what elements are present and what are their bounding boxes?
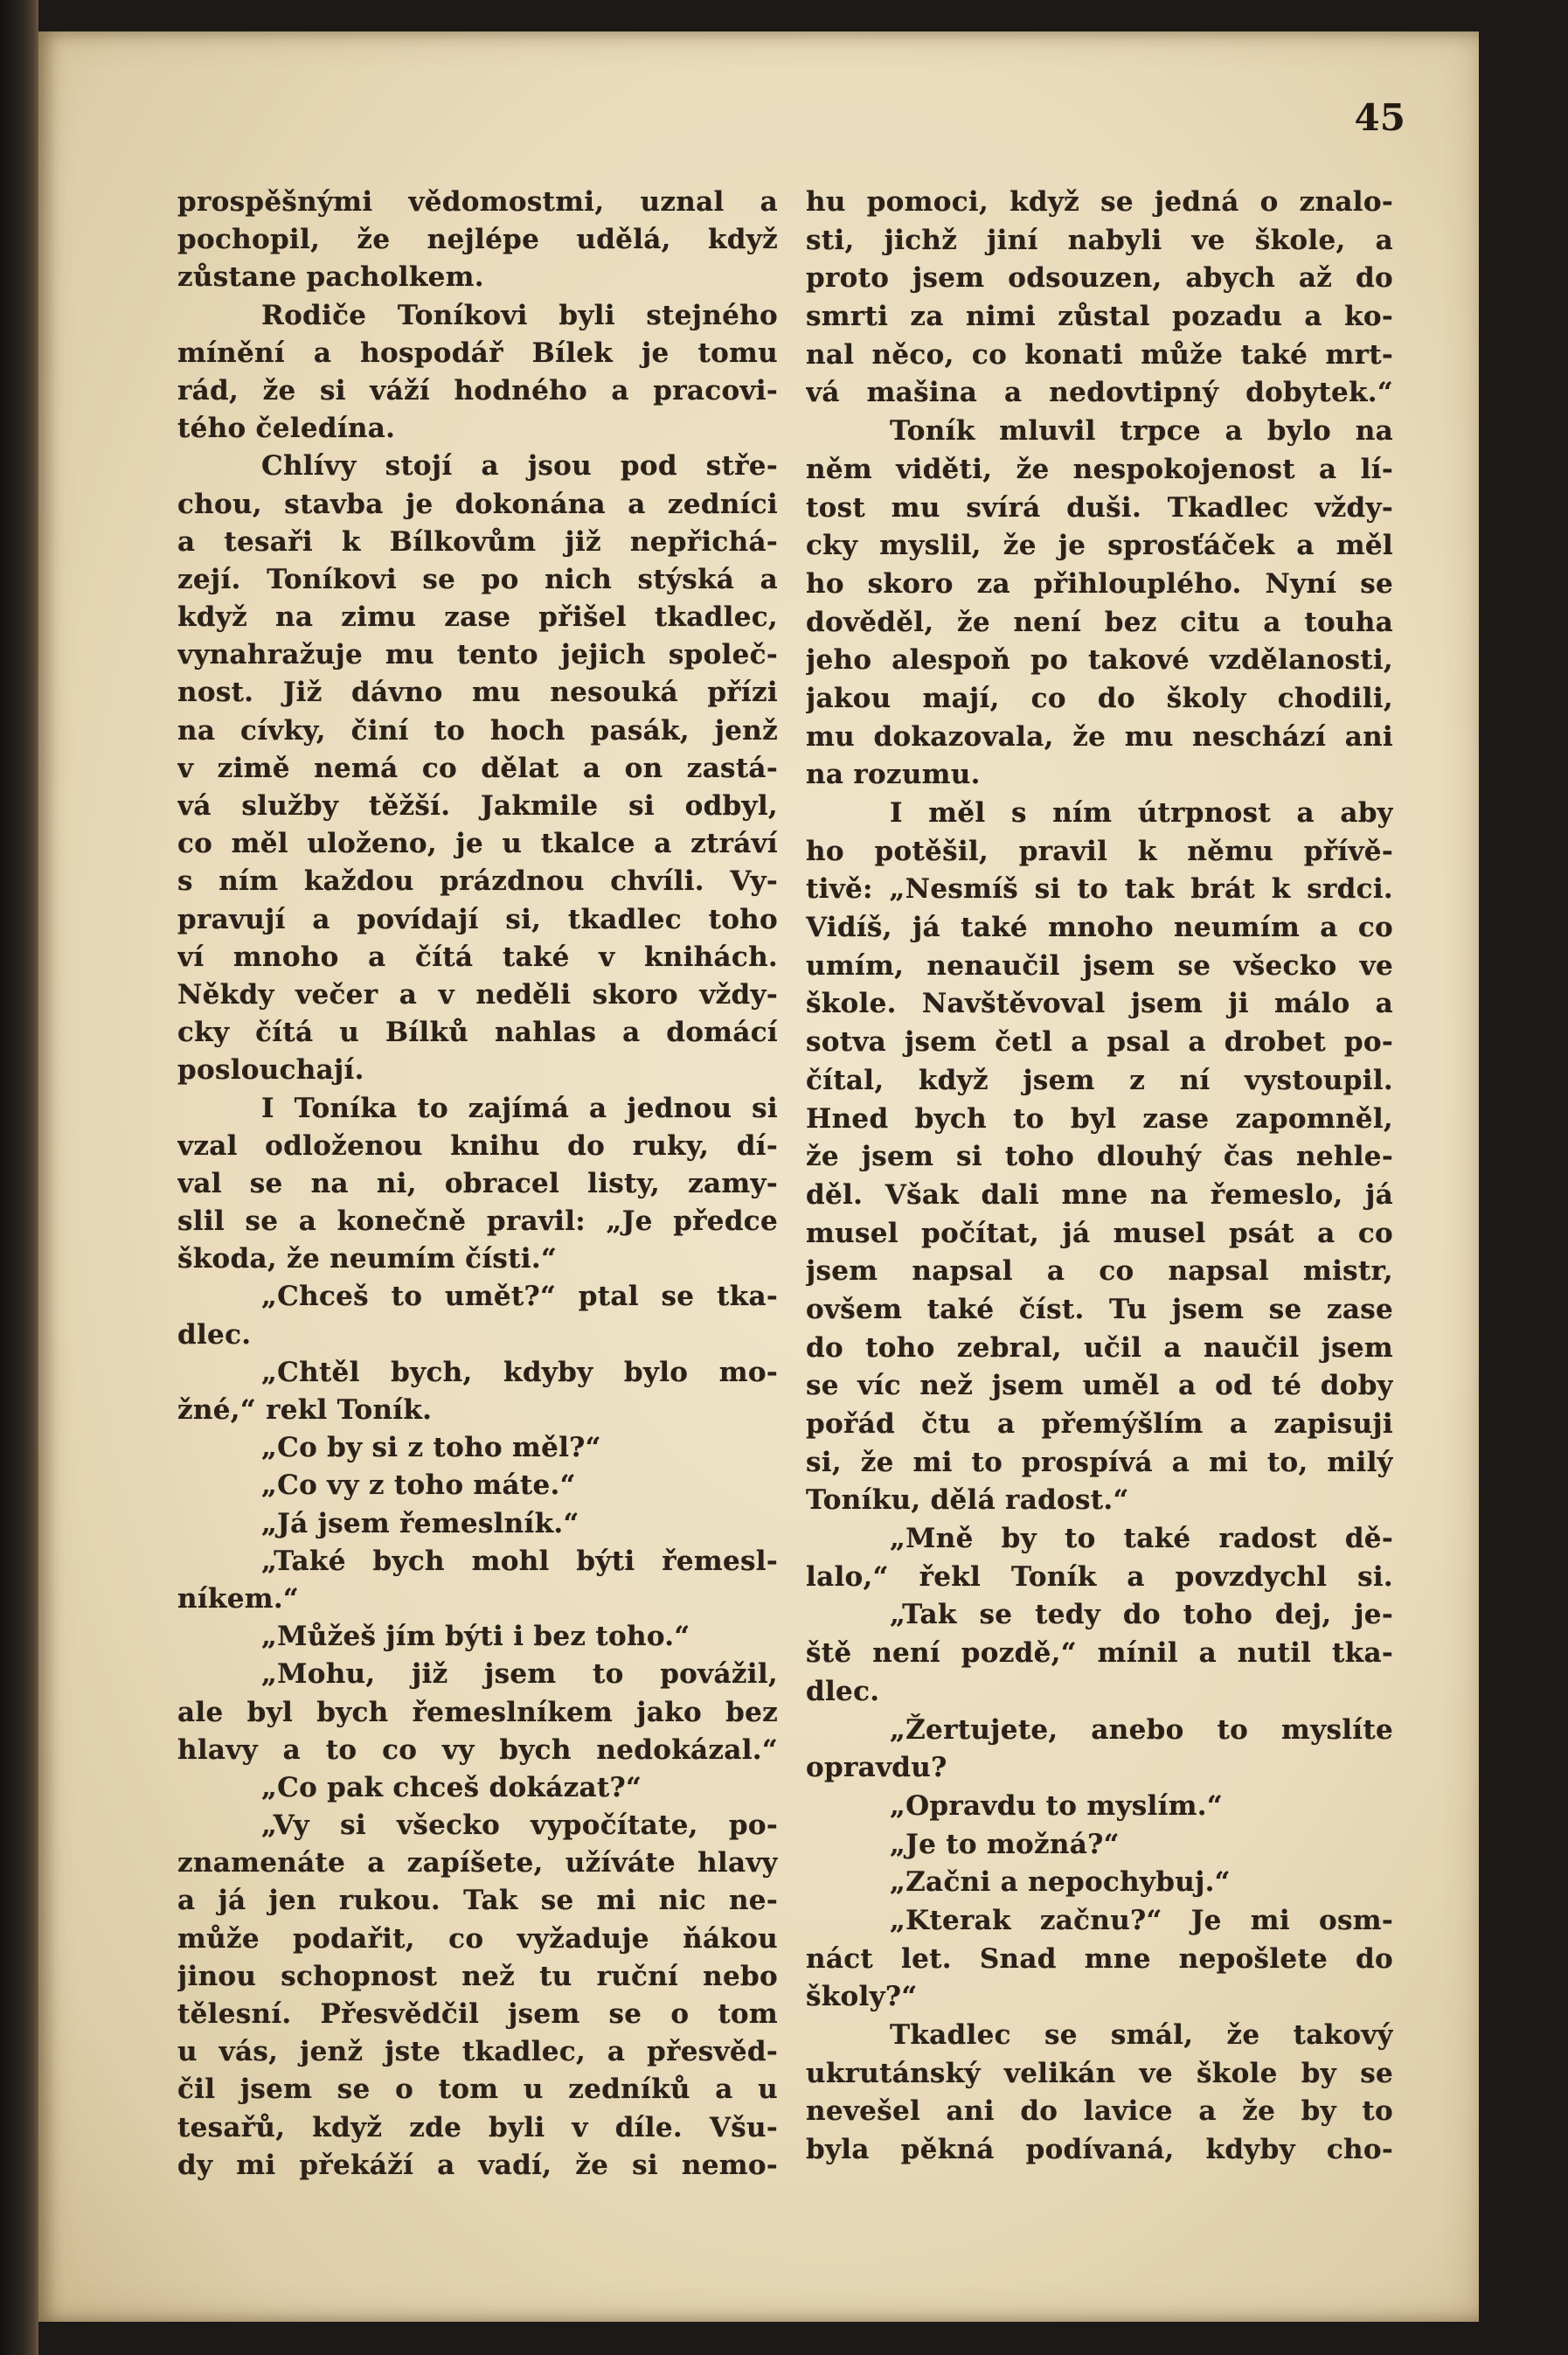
paragraph [177,1769,778,1807]
text-line: „Můžeš jím býti i bez toho.“ [261,1621,690,1653]
text-line: tělesní. Přesvědčil jsem se o tom [177,1998,778,2030]
paragraph [177,1467,778,1504]
text-line: níkem.“ [177,1582,300,1615]
text-line: čil jsem se o tom u zedníků a u [177,2074,778,2106]
text-line: dlec. [177,1318,252,1351]
text-line: s ním každou prázdnou chvíli. Vy- [177,865,778,898]
text-line: tesařů, když zde byli v díle. Všu- [177,2111,778,2143]
text-line: čítal, když jsem z ní vystoupil. [806,1064,1393,1096]
text-line: „Kterak začnu?“ Je mi osm- [890,1904,1393,1936]
text-line: vynahražuje mu tento jejich společ- [177,639,778,671]
text-line: proto jsem odsouzen, abych až do [806,262,1393,295]
text-line: do toho zebral, učil a naučil jsem [806,1331,1393,1364]
text-line: na cívky, činí to hoch pasák, jenž [177,714,778,747]
left-text-column [177,184,778,2185]
text-line: lalo,“ řekl Toník a povzdychl si. [806,1560,1393,1593]
text-line: nal něco, co konati může také mrt- [806,338,1393,371]
text-line: žné,“ rekl Toník. [177,1394,433,1426]
paragraph [177,1429,778,1467]
text-line: umím, nenaučil jsem se všecko ve [806,949,1393,982]
text-line: „Chtěl bych, kdyby bylo mo- [261,1356,778,1388]
paragraph [177,1090,778,1279]
text-line: dy mi překáží a vadí, že si nemo- [177,2149,778,2181]
text-line: Vidíš, já také mnoho neumím a co [806,912,1393,944]
text-line: ale byl bych řemeslníkem jako bez [177,1696,778,1728]
paragraph [177,1354,778,1429]
text-line: co měl uloženo, je u tkalce a ztráví [177,828,778,860]
text-line: „Co by si z toho měl?“ [261,1432,601,1464]
text-line: sti, jichž jiní nabyli ve škole, a [806,224,1393,256]
text-line: „Je to možná?“ [890,1828,1120,1860]
paragraph [806,1596,1393,1711]
text-line: ukrutánský velikán ve škole by se [806,2057,1393,2089]
text-line: pořád čtu a přemýšlím a zapisuji [806,1408,1393,1440]
text-line: jakou mají, co do školy chodili, [806,682,1393,714]
text-line: chou, stavba je dokonána a zedníci [177,488,778,520]
paragraph [806,1864,1393,1902]
text-line: sotva jsem četl a psal a drobet po- [806,1026,1393,1059]
text-line: „Žertujete, anebo to myslíte [890,1713,1393,1746]
text-line: školy?“ [806,1981,918,2013]
text-line: „Já jsem řemeslník.“ [261,1507,579,1539]
text-line: „Začni a nepochybuj.“ [890,1866,1231,1899]
text-line: na rozumu. [806,759,981,791]
text-line: I Toníka to zajímá a jednou si [261,1092,778,1124]
text-line: může podařit, co vyžaduje ňákou [177,1922,778,1955]
text-line: pochopil, že nejlépe udělá, když [177,224,778,256]
text-line: děl. Však dali mne na řemeslo, já [806,1178,1393,1211]
text-line: vá služby těžší. Jakmile si odbyl, [177,790,778,822]
text-line: něm viděti, že nespokojenost a lí- [806,453,1393,485]
text-line: „Mně by to také radost dě- [890,1523,1393,1555]
text-line: Toník mluvil trpce a bylo na [890,415,1393,448]
text-line: v zimě nemá co dělat a on zastá- [177,752,778,784]
text-line: škoda, že neumím čísti.“ [177,1243,558,1275]
text-line: si, že mi to prospívá a mi to, milý [806,1446,1393,1478]
text-line: Někdy večer a v neděli skoro vždy- [177,978,778,1011]
text-line: škole. Navštěvoval jsem ji málo a [806,988,1393,1020]
text-line: „Opravdu to myslím.“ [890,1789,1223,1822]
paragraph [177,1505,778,1543]
paragraph [177,184,778,297]
text-line: znamenáte a zapíšete, užíváte hlavy [177,1847,778,1879]
text-line: „Mohu, již jsem to povážil, [261,1658,778,1691]
text-line: prospěšnými vědomostmi, uznal a [177,186,778,218]
text-line: a tesaři k Bílkovům již nepřichá- [177,525,778,558]
text-line: tost mu svírá duši. Tkadlec vždy- [806,491,1393,524]
text-line: zejí. Toníkovi se po nich stýská a [177,563,778,595]
text-line: „Chceš to umět?“ ptal se tka- [261,1281,778,1313]
text-line: „Tak se tedy do toho dej, je- [890,1599,1393,1631]
text-line: ště není pozdě,“ mínil a nutil tka- [806,1637,1393,1670]
paragraph [177,448,778,1089]
text-line: se víc než jsem uměl a od té doby [806,1370,1393,1402]
text-line: nost. Již dávno mu nesouká přízi [177,677,778,709]
paragraph [806,184,1393,413]
paragraph [806,413,1393,795]
text-line: hlavy a to co vy bych nedokázal.“ [177,1733,778,1766]
text-line: „Také bych mohl býti řemesl- [261,1545,778,1577]
paragraph [806,1826,1393,1865]
page-number: 45 [1354,96,1405,139]
text-line: opravdu? [806,1752,947,1784]
text-line: ovšem také číst. Tu jsem se zase [806,1293,1393,1325]
text-line: a já jen rukou. Tak se mi nic ne- [177,1885,778,1917]
text-line: val se na ni, obracel listy, zamy- [177,1167,778,1199]
text-line: mu dokazovala, že mu neschází ani [806,720,1393,753]
text-line: jeho alespoň po takové vzdělanosti, [806,644,1393,677]
text-line: „Co pak chceš dokázat?“ [261,1771,642,1803]
text-line: poslouchají. [177,1054,364,1087]
text-line: slil se a konečně pravil: „Je předce [177,1205,778,1238]
text-line: u vás, jenž jste tkadlec, a přesvěd- [177,2036,778,2068]
text-line: mínění a hospodář Bílek je tomu [177,337,778,369]
paragraph [806,1902,1393,2017]
text-line: dlec. [806,1675,880,1707]
text-line: smrti za nimi zůstal pozadu a ko- [806,301,1393,333]
paragraph [177,1543,778,1618]
paragraph [806,2017,1393,2170]
paragraph [177,1656,778,1769]
text-line: tivě: „Nesmíš si to tak brát k srdci. [806,873,1393,906]
text-line: tého čeledína. [177,413,396,445]
text-line: vá mašina a nedovtipný dobytek.“ [806,377,1393,409]
text-line: jsem napsal a co napsal mistr, [806,1255,1393,1288]
text-line: ho skoro za přihlouplého. Nyní se [806,567,1393,600]
text-line: I měl s ním útrpnost a aby [890,797,1393,829]
paragraph [177,1278,778,1353]
paragraph [806,795,1393,1520]
text-line: musel počítat, já musel psát a co [806,1217,1393,1249]
text-line: Hned bych to byl zase zapomněl, [806,1102,1393,1135]
text-line: Toníku, dělá radost.“ [806,1484,1129,1517]
text-line: rád, že si váží hodného a pracovi- [177,374,778,406]
text-line: Chlívy stojí a jsou pod stře- [261,450,778,483]
paragraph [177,297,778,448]
text-line: nevešel ani do lavice a že by to [806,2095,1393,2128]
paragraph [806,1520,1393,1596]
text-line: byla pěkná podívaná, kdyby cho- [806,2134,1393,2166]
text-line: vzal odloženou knihu do ruky, dí- [177,1129,778,1162]
scan-edge [0,0,38,2355]
text-line: zůstane pacholkem. [177,261,484,294]
text-line: Tkadlec se smál, že takový [890,2019,1393,2051]
paragraph [177,1618,778,1656]
text-line: ví mnoho a čítá také v knihách. [177,941,778,973]
text-line: „Vy si všecko vypočítate, po- [261,1810,778,1842]
text-line: „Co vy z toho máte.“ [261,1469,576,1502]
paragraph [806,1788,1393,1826]
text-line: ho potěšil, pravil k němu přívě- [806,835,1393,867]
text-line: dověděl, že není bez citu a touha [806,606,1393,638]
text-line: náct let. Snad mne nepošlete do [806,1942,1393,1975]
text-line: když na zimu zase přišel tkadlec, [177,601,778,634]
text-line: pravují a povídají si, tkadlec toho [177,903,778,935]
text-line: jinou schopnost než tu ruční nebo [177,1960,778,1992]
paragraph [177,1807,778,2185]
text-line: cky čítá u Bílků nahlas a domácí [177,1017,778,1049]
text-line: že jsem si toho dlouhý čas nehle- [806,1141,1393,1173]
text-line: cky myslil, že je sprosťáček a měl [806,530,1393,562]
text-line: Rodiče Toníkovi byli stejného [261,299,778,331]
paragraph [806,1712,1393,1788]
text-line: hu pomoci, když se jedná o znalo- [806,186,1393,218]
right-text-column [806,184,1393,2170]
